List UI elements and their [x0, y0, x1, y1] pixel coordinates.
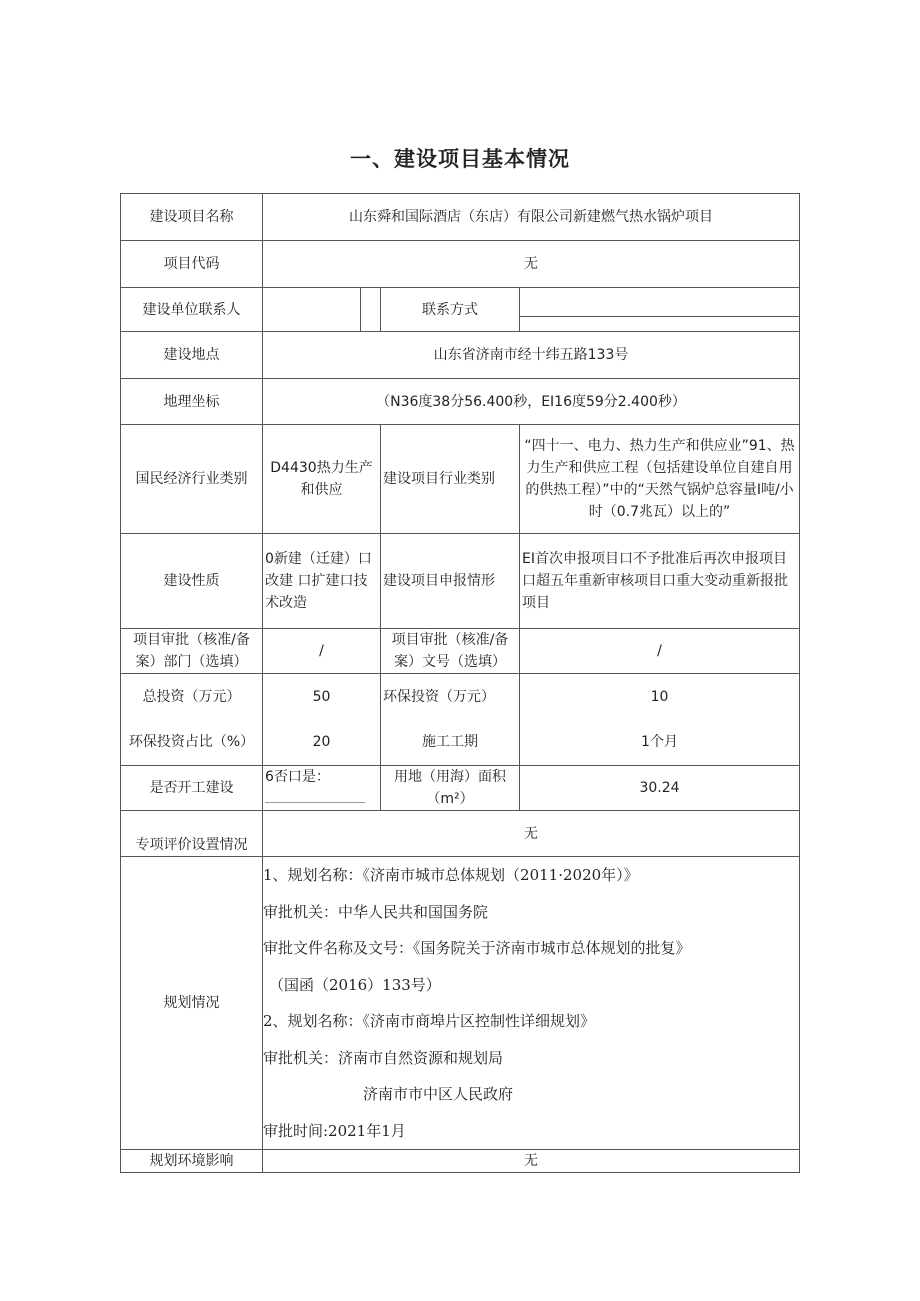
value: “四十一、电力、热力生产和供应业”91、热力生产和供应工程（包括建设单位自建自用的供热工程）”中的“天然气锅炉总容量I吨/小时（0.7兆瓦）以上的”: [520, 425, 800, 534]
label: 总投资（万元）: [121, 674, 263, 720]
label: 建设项目申报情形: [381, 534, 520, 629]
label: 规划情况: [121, 857, 263, 1150]
label: 建设项目名称: [121, 194, 263, 241]
label: 项目审批（核准/备案）文号（选填）: [381, 629, 520, 674]
started-text: 6否口是：: [265, 769, 330, 785]
label: 国民经济行业类别: [121, 425, 263, 534]
value: 山东省济南市经十纬五路133号: [263, 332, 800, 379]
value: 1个月: [520, 720, 800, 766]
label: 建设单位联系人: [121, 288, 263, 332]
value: 10: [520, 674, 800, 720]
label: 是否开工建设: [121, 766, 263, 811]
plan-line: 济南市市中区人民政府: [363, 1085, 514, 1103]
label: 规划环境影响: [121, 1150, 263, 1173]
plan-line: （国函（2016）133号）: [269, 975, 441, 994]
value: （N36度38分56.400秒，EI16度59分2.400秒）: [263, 379, 800, 425]
value: EI首次申报项目口不予批准后再次申报项目口超五年重新审核项目口重大变动重新报批项目: [520, 534, 800, 629]
value: 无: [263, 1150, 800, 1173]
label: 项目审批（核准/备案）部门（选填）: [121, 629, 263, 674]
value: 无: [263, 241, 800, 288]
contact-method-value: [520, 288, 800, 332]
plan-details: [263, 857, 800, 1150]
label: 施工工期: [381, 720, 520, 766]
label: 建设地点: [121, 332, 263, 379]
value: [263, 766, 381, 811]
label: 建设性质: [121, 534, 263, 629]
plan-line: 审批机关：中华人民共和国国务院: [263, 902, 489, 921]
value: 无: [263, 811, 800, 857]
plan-line: 审批机关：济南市自然资源和规划局: [263, 1048, 504, 1067]
page-title: 一、建设项目基本情况: [350, 147, 570, 171]
value: 0新建（迁建）口改建 口扩建口技术改造: [263, 534, 381, 629]
contact-value: [263, 288, 361, 332]
value: /: [263, 629, 381, 674]
label: 用地（用海）面积（m²）: [381, 766, 520, 811]
label: 环保投资（万元）: [381, 674, 520, 720]
label: 地理坐标: [121, 379, 263, 425]
value: 30.24: [520, 766, 800, 811]
blank-underline: [265, 801, 365, 803]
value: 20: [263, 720, 381, 766]
label: 项目代码: [121, 241, 263, 288]
value: 山东舜和国际酒店（东店）有限公司新建燃气热水锅炉项目: [263, 194, 800, 241]
plan-line: 1、规划名称：《济南市城市总体规划（2011·2020年）》: [263, 866, 639, 884]
plan-line: 审批时间:2021年1月: [263, 1121, 406, 1140]
plan-line: 2、规划名称：《济南市商埠片区控制性详细规划》: [263, 1012, 596, 1030]
value: 50: [263, 674, 381, 720]
label: 专项评价设置情况: [121, 811, 263, 857]
label: 联系方式: [381, 288, 520, 332]
label: 环保投资占比（%）: [121, 720, 263, 766]
project-info-table: [120, 193, 800, 1173]
value: /: [520, 629, 800, 674]
plan-line: 审批文件名称及文号：《国务院关于济南市城市总体规划的批复》: [263, 939, 691, 957]
blank-cell: [361, 288, 381, 332]
value: D4430热力生产和供应: [263, 425, 381, 534]
label: 建设项目行业类别: [381, 425, 520, 534]
